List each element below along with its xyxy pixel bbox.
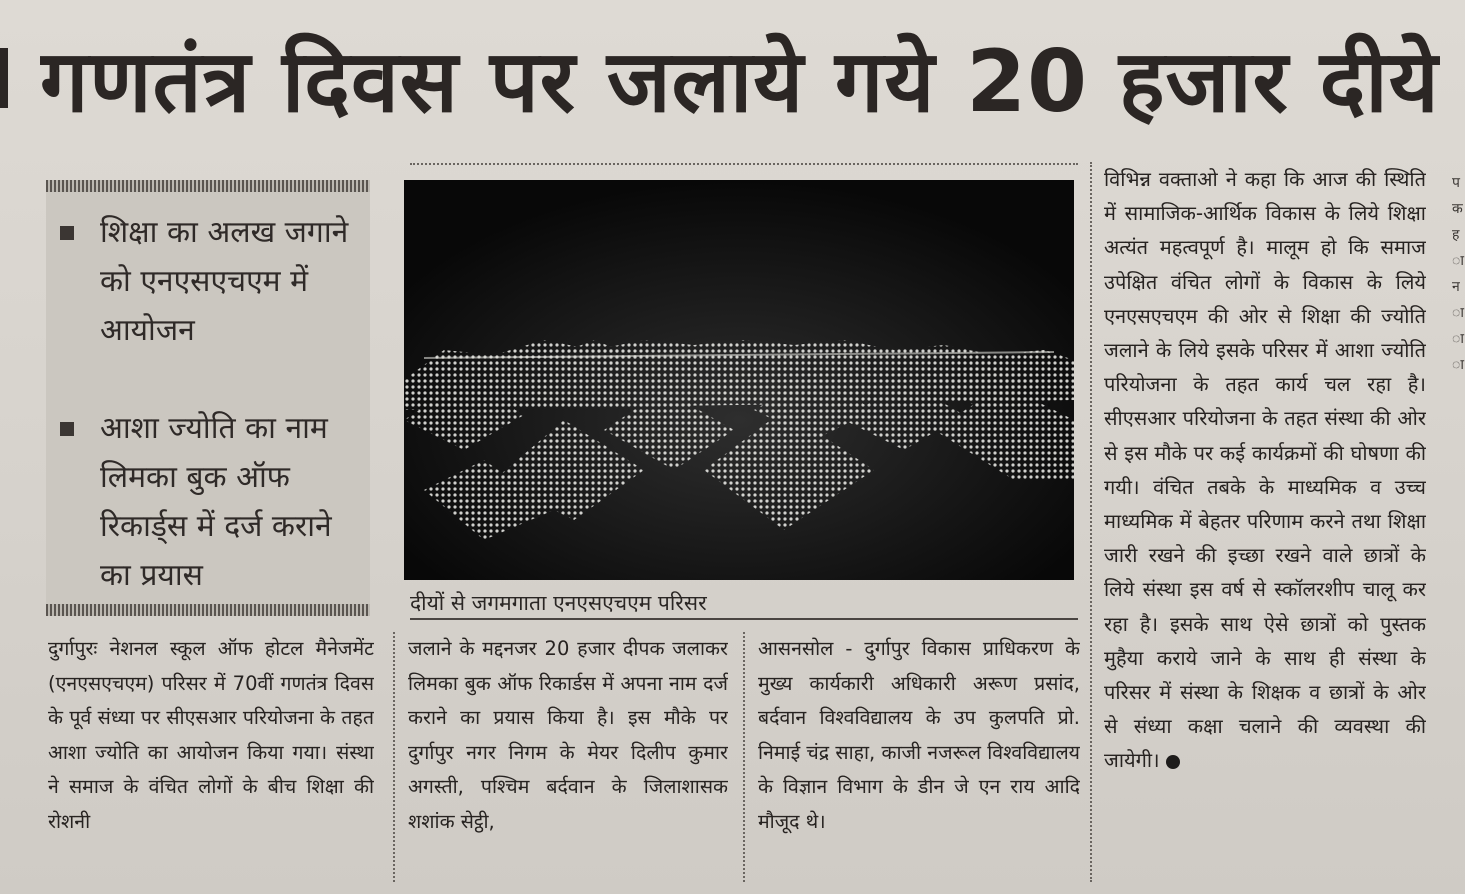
article-column-2 <box>408 632 728 882</box>
article-column-4 <box>1104 162 1426 882</box>
article-text: विभिन्न वक्ताओ ने कहा कि आज की स्थिति में सामाजिक-आर्थिक विकास के लिये शिक्षा अत्यंत महत्वपूर्ण है। मालूम हो कि समाज उपेक्षित वंचित लोगों के विकास के लिये एनएसएचएम की ओर से शिक्षा की ज्योति जलाने के लिये इसके परिसर में आशा ज्योति परियोजना के तहत कार्य चल रहा है। सीएसआर परियोजना के तहत संस्था की ओर से इस मौके पर कई कार्यक्रमों की घोषणा की गयी। वंचित तबके के माध्यमिक व उच्च माध्यमिक में बेहतर परिणाम करने तथा शिक्षा जारी रखने की इच्छा रखने वाले छात्रों के लिये संस्था इस वर्ष से स्कॉलरशीप चालू कर रहा है। इसके साथ ऐसे छात्रों को पुस्तक मुहैया कराये जाने के साथ ही संस्था के परिसर में संस्था के शिक्षक व छात्रों के ओर से संध्या कक्षा चलाने की व्यवस्था की जायेगी। <box>1104 167 1426 773</box>
square-bullet-icon <box>60 226 74 240</box>
photo-caption: दीयों से जगमगाता एनएसएचएम परिसर <box>410 586 1078 620</box>
highlight-box <box>46 180 370 616</box>
article-paragraph: आसनसोल - दुर्गापुर विकास प्राधिकरण के मुख्य कार्यकारी अधिकारी अरूण प्रसांद, बर्दवान विश्वविद्यालय के उप कुलपति प्रो. निमाई चंद्र साहा, काजी नजरूल विश्वविद्यालय के विज्ञान विभाग के डीन जे एन राय आदि मौजूद थे। <box>758 637 1080 833</box>
hatch-bar-bottom <box>46 604 370 616</box>
article-paragraph: दुर्गापुरः नेशनल स्कूल ऑफ होटल मैनेजमेंट (एनएसएचएम) परिसर में 70वीं गणतंत्र दिवस के पूर्व संध्या पर सीएसआर परियोजना के तहत आशा ज्योति का आयोजन किया गया। संस्था ने समाज के वंचित लोगों के बीच शिक्षा की रोशनी <box>48 637 374 833</box>
photo-diyas-lit-campus <box>404 180 1074 580</box>
end-mark-icon <box>1166 755 1180 769</box>
edge-mark <box>0 48 8 108</box>
article-column-1 <box>48 632 374 882</box>
article-column-3 <box>758 632 1080 882</box>
square-bullet-icon <box>60 422 74 436</box>
headline: गणतंत्र दिवस पर जलाये गये 20 हजार दीये <box>40 32 1440 132</box>
adjacent-column-fragment: प क ह ा न ा ा ा <box>1452 175 1464 373</box>
column-divider <box>393 632 395 882</box>
article-paragraph: जलाने के मद्दनजर 20 हजार दीपक जलाकर लिमका बुक ऑफ रिकार्डस में अपना नाम दर्ज कराने का प्रयास किया है। इस मौके पर दुर्गापुर नगर निगम के मेयर दिलीप कुमार अगस्ती, पश्चिम बर्दवान के जिलाशासक शशांक सेट्ठी, <box>408 637 728 833</box>
article-paragraph <box>1104 162 1426 778</box>
hatch-bar-top <box>46 180 370 192</box>
highlight-item <box>60 404 366 600</box>
column-divider <box>743 632 745 882</box>
highlight-text: आशा ज्योति का नाम लिमका बुक ऑफ रिकार्ड्स में दर्ज कराने का प्रयास <box>100 411 332 593</box>
top-rule <box>410 163 1078 165</box>
column-divider <box>1090 162 1092 882</box>
highlight-text: शिक्षा का अलख जगाने को एनएसएचएम में आयोजन <box>100 215 349 348</box>
highlight-item <box>60 208 366 355</box>
photo-diyas-icon <box>404 180 1074 580</box>
